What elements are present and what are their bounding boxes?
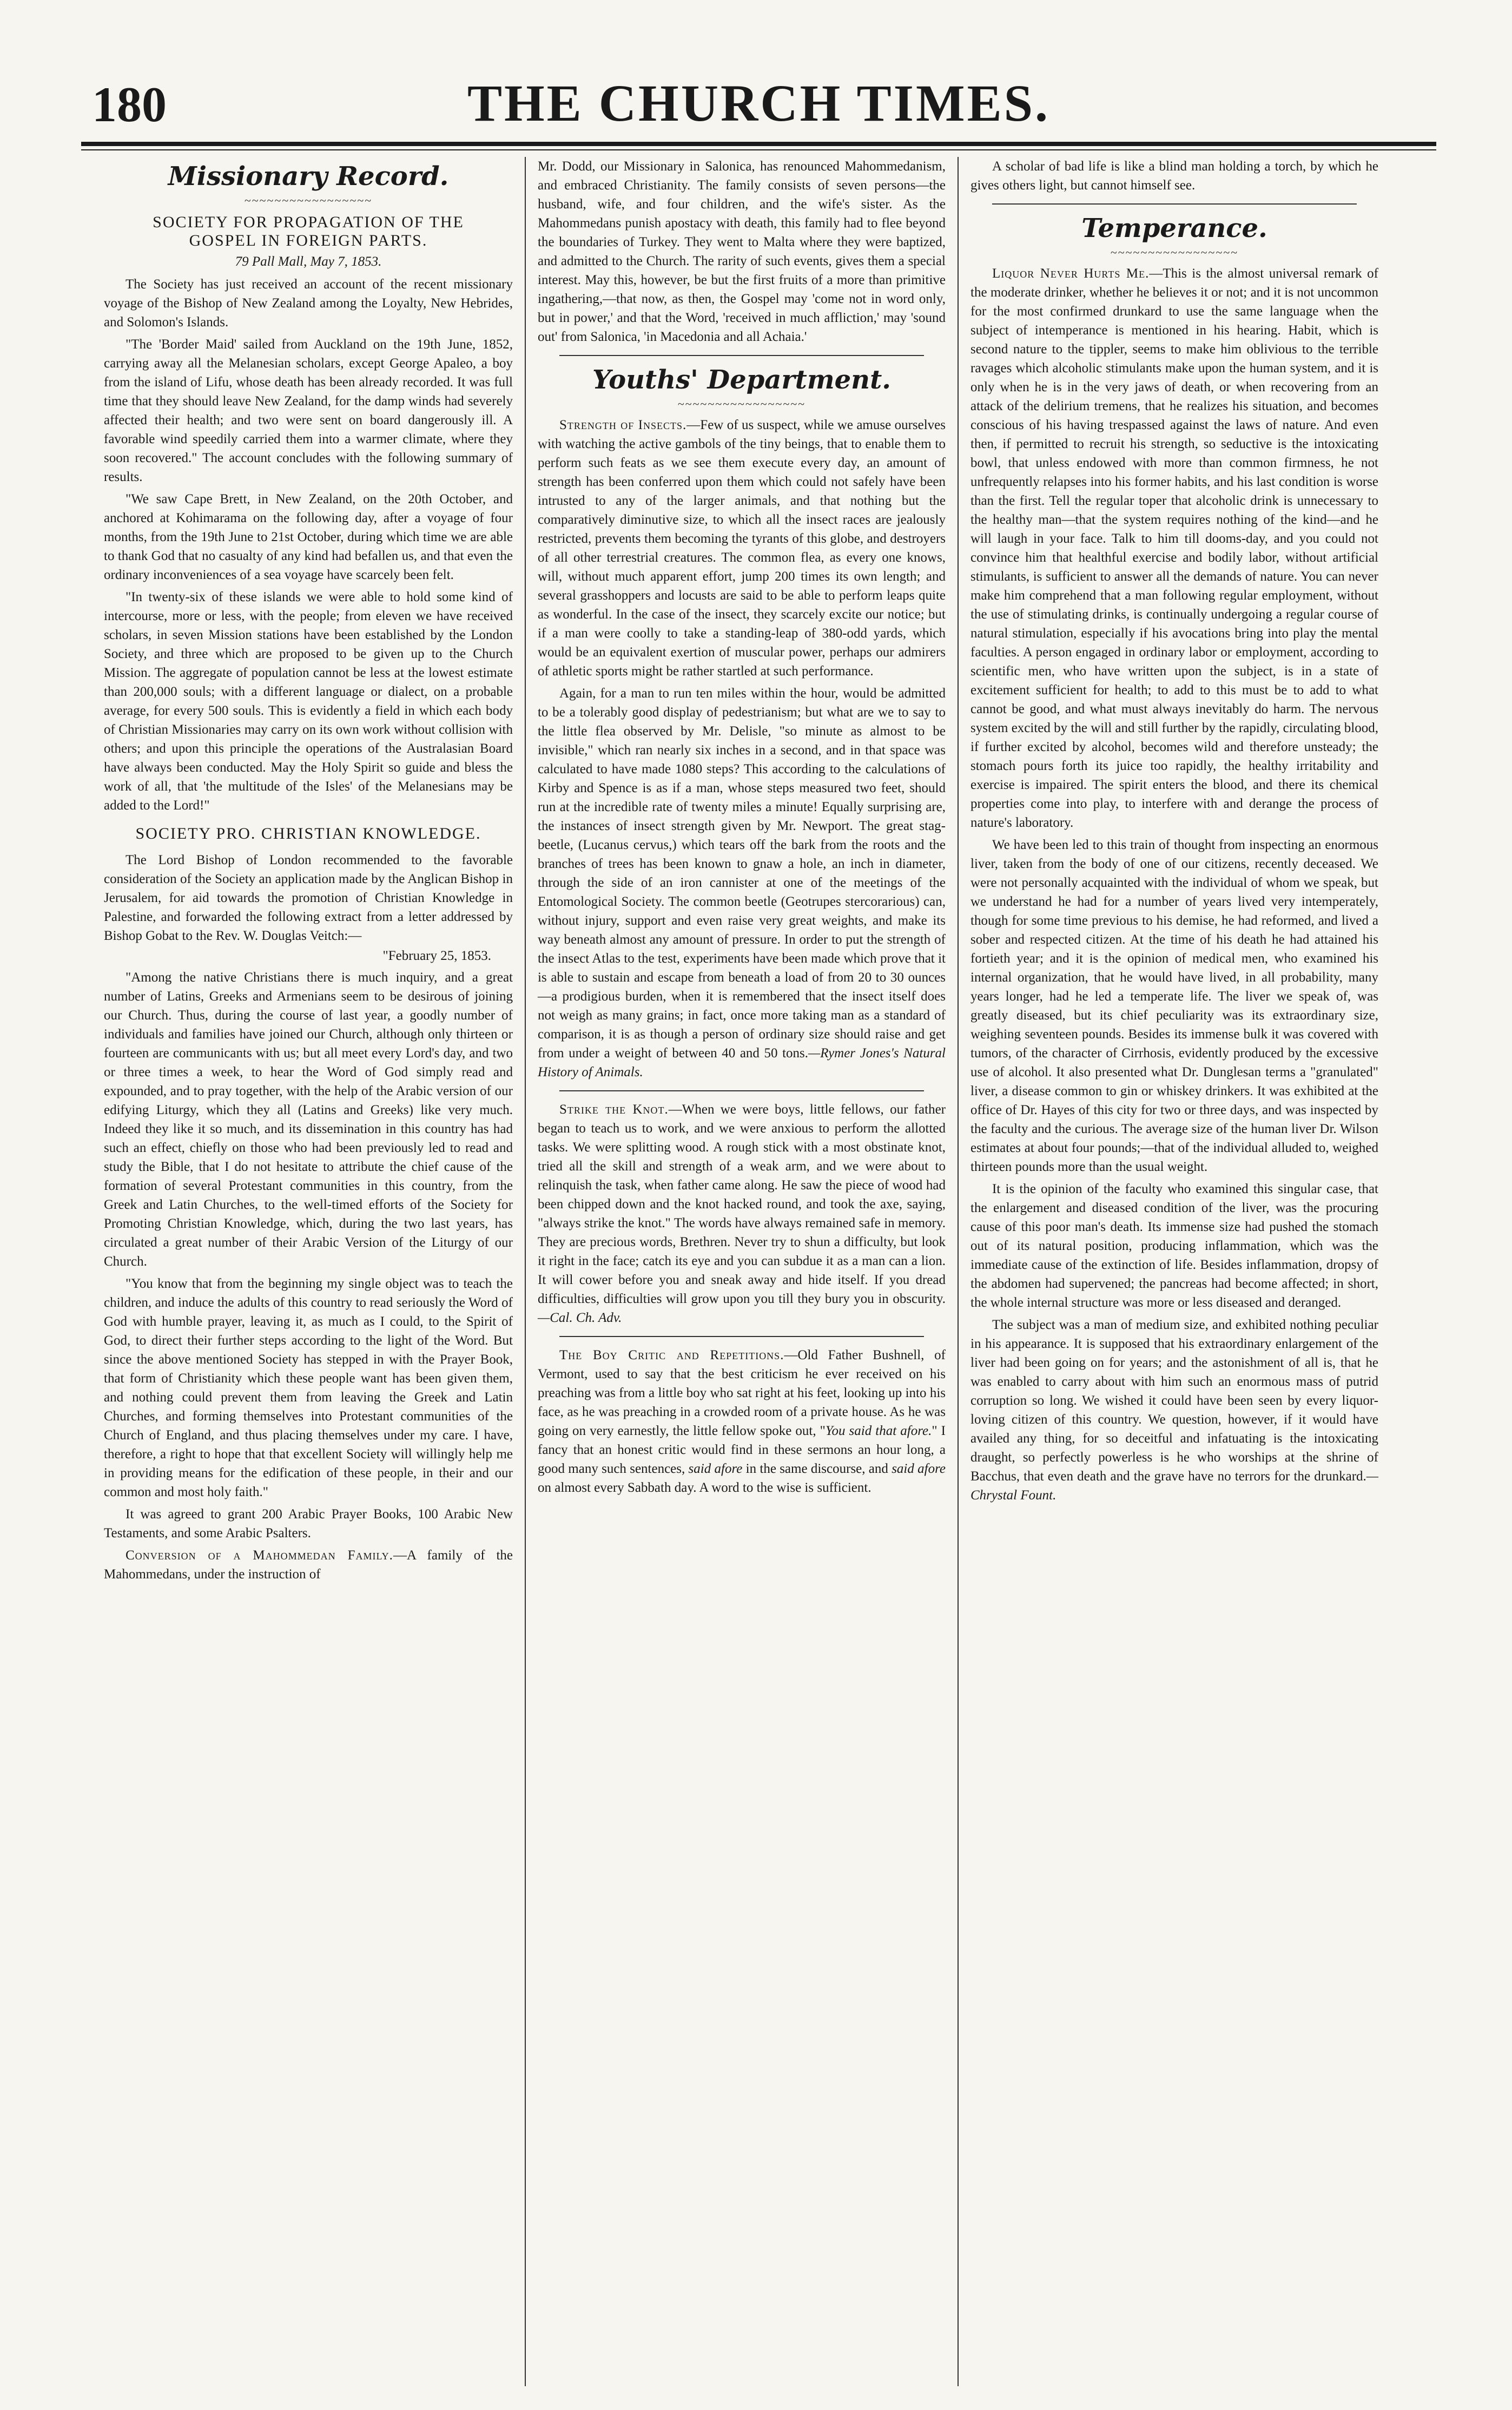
- spg-paragraph: "The 'Border Maid' sailed from Auckland on the 19th June, 1852, carrying away all the Melanesian scholars, except George Apaleo, a boy from the island of Lifu, whose death has been already recorded. It was full time that they should leave New Zealand, for the damp winds had severely affected their health; and two were sent on board dangerously ill. A favorable wind speedily carried them into a warmer climate, where they soon recovered." The account concludes with the following summary of results.: [104, 337, 513, 484]
- masthead: [81, 65, 1436, 146]
- article-separator: [559, 1090, 924, 1091]
- spck-heading: SOCIETY PRO. CHRISTIAN KNOWLEDGE.: [135, 825, 481, 842]
- boy-critic-text: in the same discourse, and: [742, 1461, 892, 1476]
- boy-critic-text: on almost every Sabbath day. A word to the wise is sufficient.: [538, 1480, 871, 1495]
- ornament-divider: ~~~~~~~~~~~~~~~~~: [244, 194, 373, 207]
- masthead-rule-thin: [81, 149, 1436, 150]
- ornament-divider: ~~~~~~~~~~~~~~~~~: [677, 397, 806, 411]
- column-separator: [992, 203, 1357, 205]
- knot-paragraph: [538, 1100, 946, 1327]
- boy-critic-text: —Old Father Bushnell, of Vermont, used to say that the best criticism he ever received on his preaching was from a little boy who sat right at his feet, looking up into his face, as he was preaching in a crowded room of a private house. As he was going on very earnestly, the little fellow spoke out, ": [538, 1348, 946, 1438]
- masthead-rule-thick: [81, 142, 1436, 146]
- boy-critic-said-afore: said afore: [892, 1461, 946, 1476]
- conversion-text: —A family of the Mahommedans, under the instruction of: [104, 1548, 513, 1582]
- ornament-divider: ~~~~~~~~~~~~~~~~~: [1110, 246, 1239, 259]
- boy-critic-quote: You said that afore.: [825, 1424, 932, 1438]
- article-separator: [559, 1336, 924, 1337]
- epigraph: [970, 157, 1378, 195]
- spck-paragraph: "Among the native Christians there is much inquiry, and a great number of Latins, Greeks and Armenians seem to be desirous of joining our Church. Thus, during the course of last year, a goodly number of individuals and families have joined our Church, although only thirteen or fourteen are communicants with us; but all meet every Lord's day, and two or three times a week, to hear the Word of God simply read and expounded, and to pray together, with the help of the Arabic version of our edifying Liturgy, which they all (Latins and Greeks) like very much. Indeed they like it so much, and its dissemination in this country has had such an effect, chiefly on those who had been previously led to read and study the Bible, that I do not hesitate to attribute the chief cause of the formation of several Protestant communities in this country, from the Greek and Latin Churches, to the well-timed efforts of the Society for Promoting Christian Knowledge, which, during the two last years, has circulated a great number of their Arabic Version of the Liturgy of our Church.: [104, 970, 513, 1269]
- liquor-paragraph: [970, 1315, 1378, 1505]
- liquor-paragraph: We have been led to this train of thought from inspecting an enormous liver, taken from the body of one of our citizens, recently deceased. We were not personally acquainted with the individual of whom we speak, but we understand he had for a number of years lived very intemperately, though for some time previous to his demise, he had reformed, and lived a sober and respected citizen. At the time of his death he had attained his fortieth year; and it is the opinion of medical men, who examined his internal organization, that he would have lived, in all probability, many years longer, had he led a temperate life. The liver we speak of, was greatly diseased, but its chief peculiarity was its extraordinary size, weighing seventeen pounds. Besides its immense bulk it was covered with tumors, of the character of Cirrhosis, evidently produced by the excessive use of alcohol. It also presented what Dr. Dunglesan terms a "granulated" liver, a disease common to gin or whiskey drinkers. It was exhibited at the office of Dr. Hayes of this city for two or three days, and was inspected by the faculty and the curious. The average size of the human liver Dr. Wilson estimates at about four pounds;—that of the individual alluded to, weighed thirteen pounds more than the usual weight.: [970, 838, 1378, 1174]
- insects-paragraph: [538, 684, 946, 1082]
- knot-text: —When we were boys, little fellows, our father began to teach us to work, and we were anxious to perform the allotted tasks. We were splitting wood. A rough stick with a most obstinate knot, tried all the skill and strength of a weak arm, and we were about to relinquish the task, when father came along. He saw the piece of wood had been chipped down and the knot hacked round, and took the axe, saying, "always strike the knot." The words have always remained safe in memory. They are precious words, Brethren. Never try to shun a difficulty, but look it right in the face; catch its eye and you can subdue it as a man can a lion. It will cower before you and sneak away and hide itself. If you dread difficulties, difficulties will grow upon you till they bury you in obscurity.: [538, 1102, 946, 1306]
- knot-source: —Cal. Ch. Adv.: [538, 1311, 622, 1325]
- boy-critic-text: " I fancy that an honest critic would find in these sermons an hour long, a good many such sentences,: [538, 1424, 946, 1476]
- conversion-article-start: [104, 1546, 513, 1584]
- insects-text: —Few of us suspect, while we amuse ourselves with watching the active gambols of the tiny beings, that to enable them to perform such feats as we see them execute every day, an amount of strength has been conferred upon them which could not safely have been intrusted to any of the larger animals, and that nothing but the comparatively diminutive size, to which all the insect races are jealously restricted, prevents them becoming the tyrants of this globe, and destroyers of all other terrestrial creatures. The common flea, as every one knows, will, without much apparent effort, jump 200 times its own length; and several grasshoppers and locusts are said to be able to perform leaps quite as wonderful. In the case of the insect, they scarcely excite our notice; but if a man were coolly to take a standing-leap of 380-odd yards, which would be an equivalent exertion of muscular power, perhaps our admirers of athletic sports might be rather startled at such performance.: [538, 418, 946, 679]
- conversion-article-continued: Mr. Dodd, our Missionary in Salonica, has renounced Mahommedanism, and embraced Christianity. The family consists of seven persons—the husband, wife, and four children, and the wife's sister. As the Mahommedans punish apostacy with death, this family had to flee beyond the boundaries of Turkey. They went to Malta where they were baptized, and admitted to the Church. The rarity of such events, gives them a special interest. May this, however, be but the first fruits of a more than primitive ingathering,—that now, as then, the Gospel may 'come not in word only, but in power,' and that the Word, 'received in much affliction,' may 'sound out' from Salonica, 'in Macedonia and all Achaia.': [538, 159, 946, 344]
- section-head-temperance: Temperance.: [1081, 213, 1267, 243]
- liquor-lead: Liquor Never Hurts Me.: [992, 266, 1150, 281]
- spg-dateline: 79 Pall Mall, May 7, 1853.: [235, 254, 382, 269]
- spg-paragraph: The Society has just received an account of the recent missionary voyage of the Bishop of New Zealand among the Loyalty, New Hebrides, and Solomon's Islands.: [104, 277, 513, 330]
- column-separator: [559, 355, 924, 356]
- column-1: [92, 157, 525, 2386]
- knot-lead: Strike the Knot.: [559, 1102, 669, 1117]
- spck-letter-date: "February 25, 1853.: [382, 949, 491, 963]
- liquor-text: —This is the almost universal remark of the moderate drinker, whether he believes it or not; and it is not uncommon for the most confirmed drunkard to use the same language when the subject of intemperance is mentioned in his hearing. Habit, which is second nature to the tippler, seems to make him oblivious to the terrible ravages which alcoholic stimulants make upon the human system, and it is only when he is in the very jaws of death, or when recovering from an attack of the delirium tremens, that he realizes his situation, and becomes conscious of his having trespassed against the laws of nature. And even then, if permitted to recruit his strength, so seductive is the intoxicating bowl, that unless endowed with more than common firmness, he not unfrequently relapses into his former habits, and his last condition is worse than the first. Tell the regular toper that alcoholic drink is unnecessary to the healthy man—that the system requires nothing of the kind—and he will laugh in your face. Talk to him till dooms-day, and you could not convince him that healthful exercise and bodily labor, without artificial stimulants, is sufficient to answer all the demands of nature. You can never make him comprehend that a man following regular employment, without the use of stimulating drinks, is continually undergoing a regular course of natural stimulation, especially if his avocations bring into play the mental faculties. A person engaged in ordinary labor or employment, according to scientific men, who have written upon the subject, is in a state of excitement sufficient for health; to add to this must be to add to what cannot be good, and what must always inevitably do harm. The nervous system excited by the will and still further by the rapidly, circulating blood, if further excited by alcohol, becomes wild and therefore unsteady; the stomach pours forth its juice too rapidly, the healthy irritability and exercise is impaired. The spirit enters the blood, and there its chemical properties come into play, to interfere with and derange the process of nature's laboratory.: [970, 266, 1378, 830]
- boy-critic-paragraph: [538, 1346, 946, 1497]
- liquor-source: —Chrystal Fount.: [970, 1469, 1378, 1503]
- spck-paragraph: It was agreed to grant 200 Arabic Prayer Books, 100 Arabic New Testaments, and some Arabic Psalters.: [104, 1507, 513, 1540]
- section-head-youths-department: Youths' Department.: [592, 365, 891, 395]
- spck-paragraph: "You know that from the beginning my single object was to teach the children, and induce the adults of this country to read seriously the Word of God with humble prayer, leaving it, as much as I could, to the Spirit of God, to direct their further steps according to the light of the Word. But since the above mentioned Society has stepped in with the Prayer Book, that form of Christianity which these people want has been given them, and nothing could prevent them from leaving the Greek and Latin Churches, and forming themselves into Protestant communities of the Church of England, and thus placing themselves under my care. I have, therefore, a right to hope that that excellent Society will willingly help me in providing means for the edification of these people, in their and our common and most holy faith.": [104, 1276, 513, 1499]
- spg-paragraph: "In twenty-six of these islands we were able to hold some kind of intercourse, more or less, with the people; from eleven we have received scholars, in seven Mission stations have been established by the London Society, and three which are proposed to be given up to the Church Mission. The aggregate of population cannot be less at the lowest estimate than 200,000 souls; with a different language or dialect, on a probable average, for every 500 souls. This is evidently a field in which each body of Christian Missionaries may carry on its own work without collision with others; and upon this principle the operations of the Australasian Board have always been conducted. May the Holy Spirit so guide and bless the work of all, that 'the multitude of the Isles' of the Melanesians may be added to the Lord!": [104, 590, 513, 813]
- insects-paragraph: [538, 416, 946, 681]
- spg-heading-line2: GOSPEL IN FOREIGN PARTS.: [189, 232, 428, 249]
- column-2: [525, 157, 958, 2386]
- liquor-paragraph: It is the opinion of the faculty who examined this singular case, that the enlargement and diseased condition of the liver, was the procuring cause of this poor man's death. Its immense size had pushed the stomach out of its natural position, producing inflammation, which was the immediate cause of the extinction of life. Besides inflammation, dropsy of the abdomen had supervened; the pancreas had become affected; in short, the whole internal structure was more or less diseased and deranged.: [970, 1182, 1378, 1310]
- columns: [92, 157, 1439, 2386]
- epigraph-text: A scholar of bad life is like a blind man holding a torch, by which he gives others light, but cannot himself see.: [970, 159, 1378, 193]
- spck-paragraph: The Lord Bishop of London recommended to the favorable consideration of the Society an application made by the Anglican Bishop in Jerusalem, for aid towards the promotion of Christian Knowledge in Palestine, and forwarded the following extract from a letter addressed by Bishop Gobat to the Rev. W. Douglas Veitch:—: [104, 853, 513, 943]
- page-number: 180: [92, 77, 167, 132]
- insects-text: Again, for a man to run ten miles within the hour, would be admitted to be a tolerably good display of pedestrianism; but what are we to say to the little flea observed by Mr. Delisle, "so minute as almost to be invisible," which ran nearly six inches in a second, and in that space was calculated to have made 1080 steps? This according to the calculations of Kirby and Spence is as if a man, whose steps measured two feet, should run at the incredible rate of twenty miles a minute! Equally surprising are, the instances of insect strength given by Mr. Newport. The great stag-beetle, (Lucanus cervus,) which tears off the bark from the roots and the branches of trees has been known to gnaw a hole, an inch in diameter, through the side of an iron cannister at one of the meetings of the Entomological Society. The common beetle (Geotrupes stercorarious) can, without injury, support and even raise very great weights, and make its way beneath almost any amount of pressure. In order to put the strength of the insect Atlas to the test, experiments have been made which prove that it is able to sustain and escape from beneath a load of from 20 to 30 ounces—a prodigious burden, when it is remembered that the insect itself does not weigh as many grains; in fact, once more taking man as a standard of comparison, it is as though a person of ordinary size should raise and get from under a weight of between 40 and 50 tons.: [538, 686, 946, 1061]
- spg-paragraph: "We saw Cape Brett, in New Zealand, on the 20th October, and anchored at Kohimarama on the following day, after a voyage of four months, from the 19th June to 21st October, during which time we are able to thank God that no casualty of any kind had befallen us, and that even the ordinary inconveniences of a sea voyage have scarcely been felt.: [104, 492, 513, 582]
- spg-heading-line1: SOCIETY FOR PROPAGATION OF THE: [153, 213, 464, 231]
- insects-source: —Rymer Jones's Natural History of Animals.: [538, 1046, 946, 1079]
- column-3: [958, 157, 1390, 2386]
- boy-critic-lead: The Boy Critic and Repetitions.: [559, 1348, 784, 1362]
- insects-lead: Strength of Insects.: [559, 418, 687, 432]
- section-head-missionary-record: Missionary Record.: [168, 161, 449, 192]
- conversion-lead: Conversion of a Mahommedan Family.: [126, 1548, 393, 1563]
- newspaper-title: THE CHURCH TIMES.: [467, 74, 1051, 132]
- liquor-paragraph: [970, 264, 1378, 832]
- liquor-text: The subject was a man of medium size, and exhibited nothing peculiar in his appearance. It is supposed that his extraordinary enlargement of the liver had been going on for years; and the astonishment of all is, that he was enabled to carry about with him such an enormous mass of putrid corruption so long. We wished it could have been seen by every liquor-loving citizen of this country. We question, however, if it would have availed any thing, for so deceitful and infatuating is the intoxicating draught, so perfectly powerless is he who worships at the shrine of Bacchus, that even death and the grave have no terrors for the drunkard.: [970, 1318, 1378, 1484]
- boy-critic-said-afore: said afore: [688, 1461, 743, 1476]
